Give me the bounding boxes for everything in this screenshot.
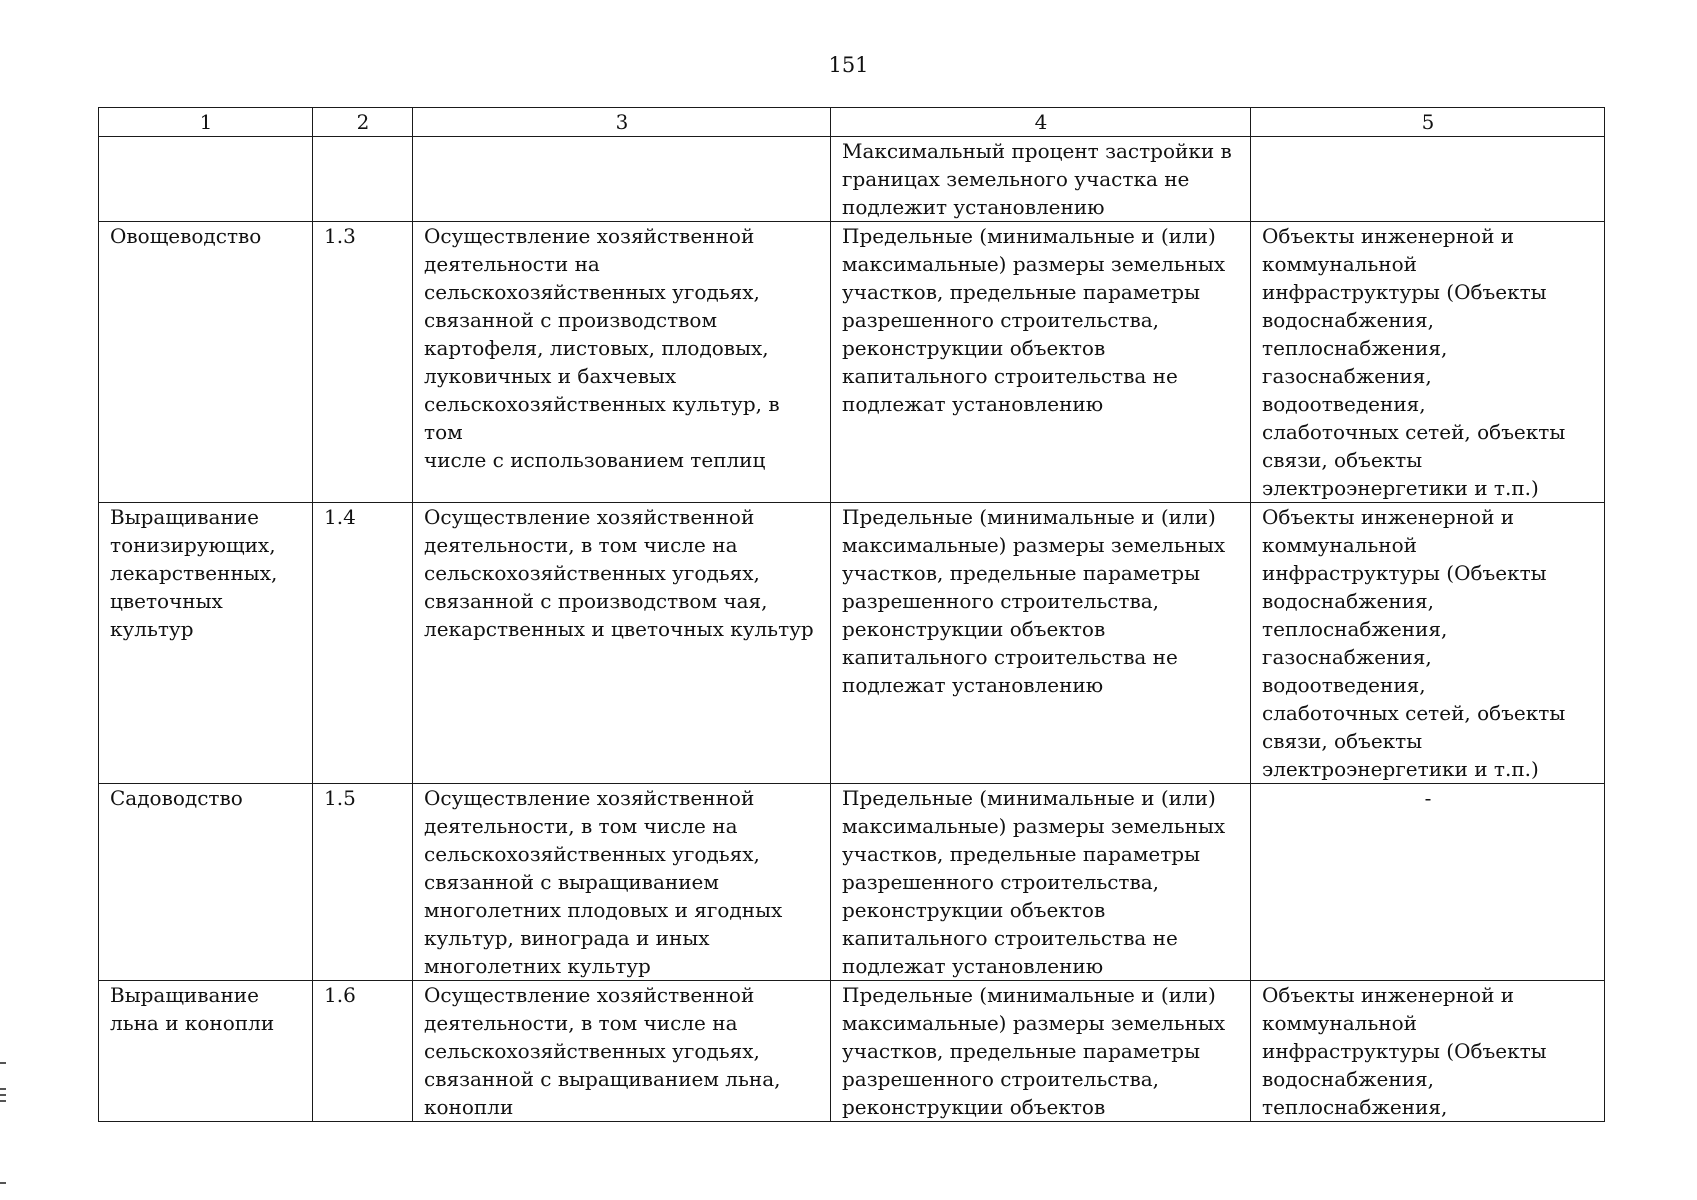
cell-code: 1.6 [313,981,413,1122]
table-row [99,784,1605,981]
cell-parameters: Предельные (минимальные и (или) максимальные) размеры земельных участков, предельные параметры разрешенного строительства, реконструкции объектов капитального строительства не подлежат установлению [831,222,1251,503]
table-row [99,137,1605,222]
cell-description [413,137,831,222]
cell-parameters: Предельные (минимальные и (или) максимальные) размеры земельных участков, предельные параметры разрешенного строительства, реконструкции объектов [831,981,1251,1122]
cell-description: Осуществление хозяйственной деятельности, в том числе на сельскохозяйственных угодьях, связанной с производством чая, лекарственных и цветочных культур [413,503,831,784]
cell-name [99,137,313,222]
table-row [99,503,1605,784]
scan-margin-mark [0,1182,6,1184]
scan-margin-mark [0,1094,6,1096]
scan-margin-mark [0,1088,6,1090]
cell-code: 1.3 [313,222,413,503]
cell-description: Осуществление хозяйственной деятельности, в том числе на сельскохозяйственных угодьях, связанной с выращиванием льна, конопли [413,981,831,1122]
cell-name: Садоводство [99,784,313,981]
cell-name: Овощеводство [99,222,313,503]
cell-parameters: Предельные (минимальные и (или) максимальные) размеры земельных участков, предельные параметры разрешенного строительства, реконструкции объектов капитального строительства не подлежат установлению [831,784,1251,981]
cell-parameters: Максимальный процент застройки в границах земельного участка не подлежит установлению [831,137,1251,222]
cell-objects [1251,137,1605,222]
cell-name: Выращивание льна и конопли [99,981,313,1122]
page-number: 151 [828,53,869,77]
cell-description: Осуществление хозяйственной деятельности, в том числе на сельскохозяйственных угодьях, связанной с выращиванием многолетних плодовых и ягодных культур, винограда и иных многолетних культур [413,784,831,981]
cell-objects: Объекты инженерной и коммунальной инфраструктуры (Объекты водоснабжения, теплоснабжения, газоснабжения, водоотведения, слаботочных сетей, объекты связи, объекты электроэнергетики и т.п.) [1251,222,1605,503]
cell-parameters: Предельные (минимальные и (или) максимальные) размеры земельных участков, предельные параметры разрешенного строительства, реконструкции объектов капитального строительства не подлежат установлению [831,503,1251,784]
header-col-3: 3 [413,108,831,137]
header-col-4: 4 [831,108,1251,137]
cell-code: 1.4 [313,503,413,784]
zoning-table [98,107,1605,1122]
scan-margin-mark [0,1062,6,1064]
cell-name: Выращивание тонизирующих, лекарственных, цветочных культур [99,503,313,784]
header-col-5: 5 [1251,108,1605,137]
header-col-2: 2 [313,108,413,137]
cell-code: 1.5 [313,784,413,981]
table-row [99,981,1605,1122]
table-header-row [99,108,1605,137]
cell-code [313,137,413,222]
cell-objects: Объекты инженерной и коммунальной инфраструктуры (Объекты водоснабжения, теплоснабжения, газоснабжения, водоотведения, слаботочных сетей, объекты связи, объекты электроэнергетики и т.п.) [1251,503,1605,784]
cell-description: Осуществление хозяйственной деятельности на сельскохозяйственных угодьях, связанной с производством картофеля, листовых, плодовых, луковичных и бахчевых сельскохозяйственных культур, в том числе с использованием теплиц [413,222,831,503]
table-row [99,222,1605,503]
header-col-1: 1 [99,108,313,137]
cell-objects: - [1251,784,1605,981]
cell-objects: Объекты инженерной и коммунальной инфраструктуры (Объекты водоснабжения, теплоснабжения, [1251,981,1605,1122]
scan-margin-mark [0,1100,6,1102]
